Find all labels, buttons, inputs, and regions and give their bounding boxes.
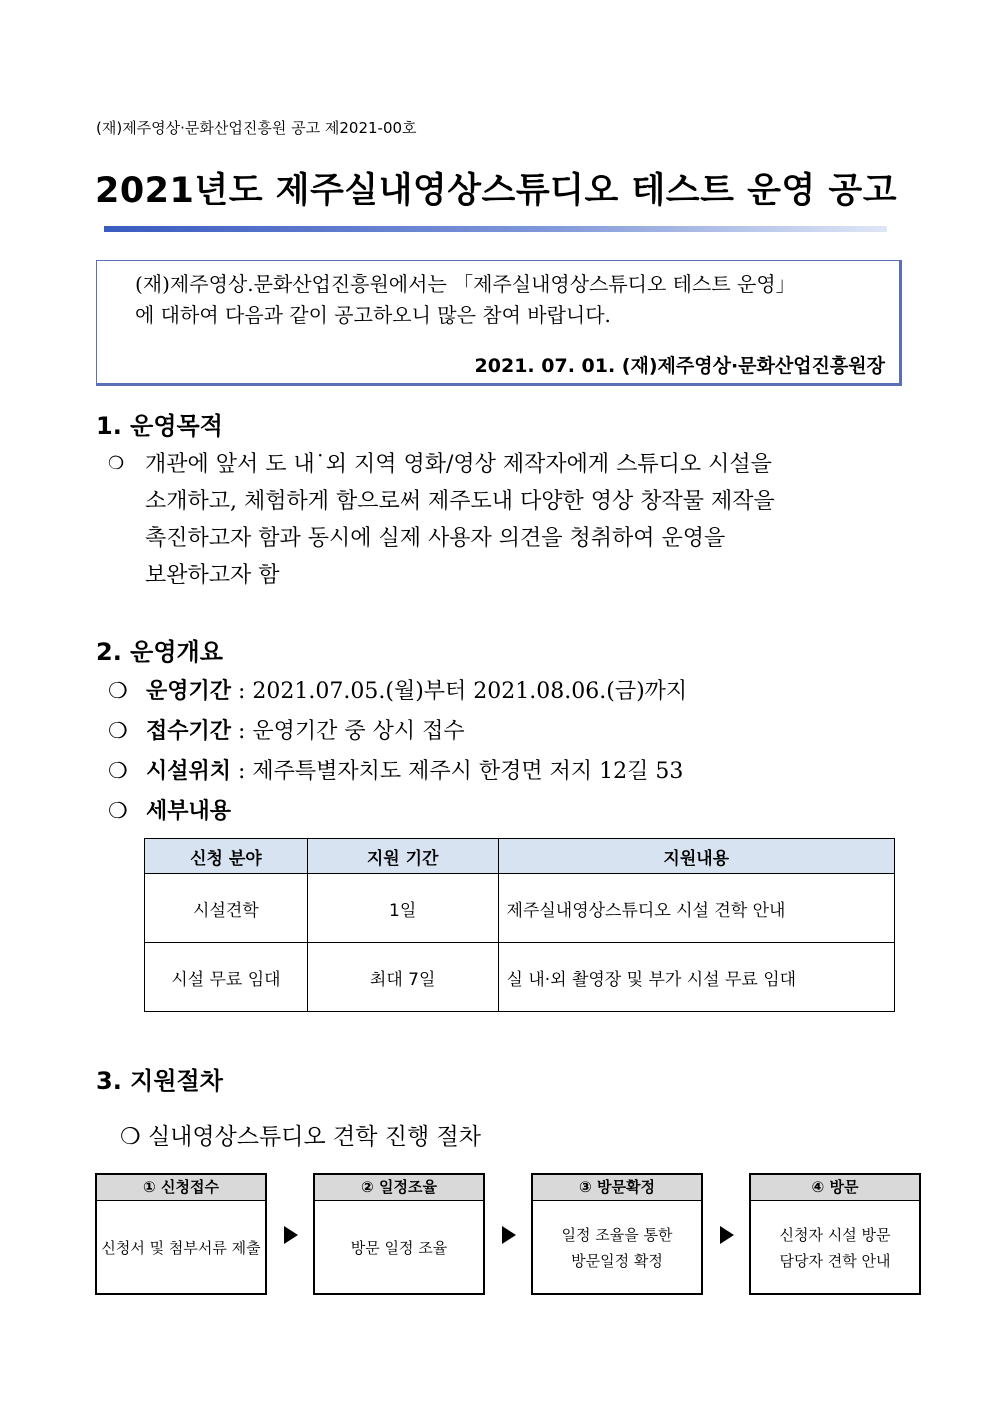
bullet-icon: ❍ xyxy=(108,719,128,744)
step-title: ④ 방문 xyxy=(751,1175,919,1201)
notice-number: (재)제주영상·문화산업진흥원 공고 제2021-00호 xyxy=(96,119,417,137)
step-4-box xyxy=(749,1173,921,1295)
arrow-right-icon xyxy=(720,1226,734,1244)
step-title: ① 신청접수 xyxy=(97,1175,265,1201)
intro-signature: 2021. 07. 01. (재)제주영상·문화산업진흥원장 xyxy=(474,355,885,377)
overview-item-location xyxy=(108,754,683,785)
section-1-paragraph xyxy=(145,446,905,594)
step-1-box xyxy=(95,1173,267,1295)
overview-item-application xyxy=(108,714,465,745)
arrow-right-icon xyxy=(502,1226,516,1244)
item-label: 시설위치 xyxy=(146,758,232,784)
title-underline xyxy=(104,226,887,232)
table-row xyxy=(145,943,895,1012)
procedure-title xyxy=(120,1118,481,1151)
table-cell: 최대 7일 xyxy=(307,943,498,1012)
table-cell: 실 내·외 촬영장 및 부가 시설 무료 임대 xyxy=(498,943,894,1012)
bullet-icon: ❍ xyxy=(108,679,128,704)
section-3-heading: 3. 지원절차 xyxy=(96,1067,223,1095)
page-title: 2021년도 제주실내영상스튜디오 테스트 운영 공고 xyxy=(94,171,898,211)
step-body xyxy=(97,1201,265,1294)
item-label: 접수기간 xyxy=(146,718,232,744)
step-title: ③ 방문확정 xyxy=(533,1175,701,1201)
item-value: : 2021.07.05.(월)부터 2021.08.06.(금)까지 xyxy=(231,679,688,704)
bullet-icon: ❍ xyxy=(108,453,125,474)
section-2-heading: 2. 운영개요 xyxy=(96,638,223,666)
step-2-box xyxy=(313,1173,485,1295)
intro-line-1: (재)제주영상.문화산업진흥원에서는 「제주실내영상스튜디오 테스트 운영」 xyxy=(135,272,796,296)
bullet-icon: ❍ xyxy=(108,759,128,784)
details-table xyxy=(144,838,895,1012)
step-line: 신청서 및 첨부서류 제출 xyxy=(101,1238,261,1257)
table-cell: 제주실내영상스튜디오 시설 견학 안내 xyxy=(498,874,894,943)
table-cell: 시설견학 xyxy=(145,874,308,943)
item-label: 세부내용 xyxy=(146,798,232,824)
step-body xyxy=(533,1201,701,1294)
section-1-heading: 1. 운영목적 xyxy=(96,412,223,440)
overview-item-details xyxy=(108,794,231,825)
item-value: : 운영기간 중 상시 접수 xyxy=(231,719,465,744)
step-line: 담당자 견학 안내 xyxy=(779,1251,891,1270)
step-body xyxy=(315,1201,483,1294)
bullet-icon: ❍ xyxy=(120,1124,141,1150)
table-header: 지원 기간 xyxy=(307,839,498,874)
table-cell: 1일 xyxy=(307,874,498,943)
step-line: 신청자 시설 방문 xyxy=(779,1225,891,1244)
bullet-icon: ❍ xyxy=(108,799,128,824)
table-header: 지원내용 xyxy=(498,839,894,874)
table-row xyxy=(145,874,895,943)
arrow-right-icon xyxy=(284,1226,298,1244)
overview-item-period xyxy=(108,674,687,705)
procedure-title-text: 실내영상스튜디오 견학 진행 절차 xyxy=(147,1124,481,1150)
step-line: 일정 조율을 통한 xyxy=(561,1225,673,1244)
paragraph-line: 촉진하고자 함과 동시에 실제 사용자 의견을 청취하여 운영을 xyxy=(145,526,726,551)
step-title: ② 일정조율 xyxy=(315,1175,483,1201)
table-header-row xyxy=(145,839,895,874)
step-line: 방문 일정 조율 xyxy=(350,1238,448,1257)
intro-line-2: 에 대하여 다음과 같이 공고하오니 많은 참여 바랍니다. xyxy=(135,303,611,327)
paragraph-line: 개관에 앞서 도 내˙외 지역 영화/영상 제작자에게 스튜디오 시설을 xyxy=(145,452,772,477)
table-cell: 시설 무료 임대 xyxy=(145,943,308,1012)
step-3-box xyxy=(531,1173,703,1295)
paragraph-line: 소개하고, 체험하게 함으로써 제주도내 다양한 영상 창작물 제작을 xyxy=(145,489,775,514)
step-body xyxy=(751,1201,919,1294)
paragraph-line: 보완하고자 함 xyxy=(145,563,280,588)
step-line: 방문일정 확정 xyxy=(571,1251,663,1270)
item-label: 운영기간 xyxy=(146,678,232,704)
table-header: 신청 분야 xyxy=(145,839,308,874)
item-value: : 제주특별자치도 제주시 한경면 저지 12길 53 xyxy=(231,759,684,784)
